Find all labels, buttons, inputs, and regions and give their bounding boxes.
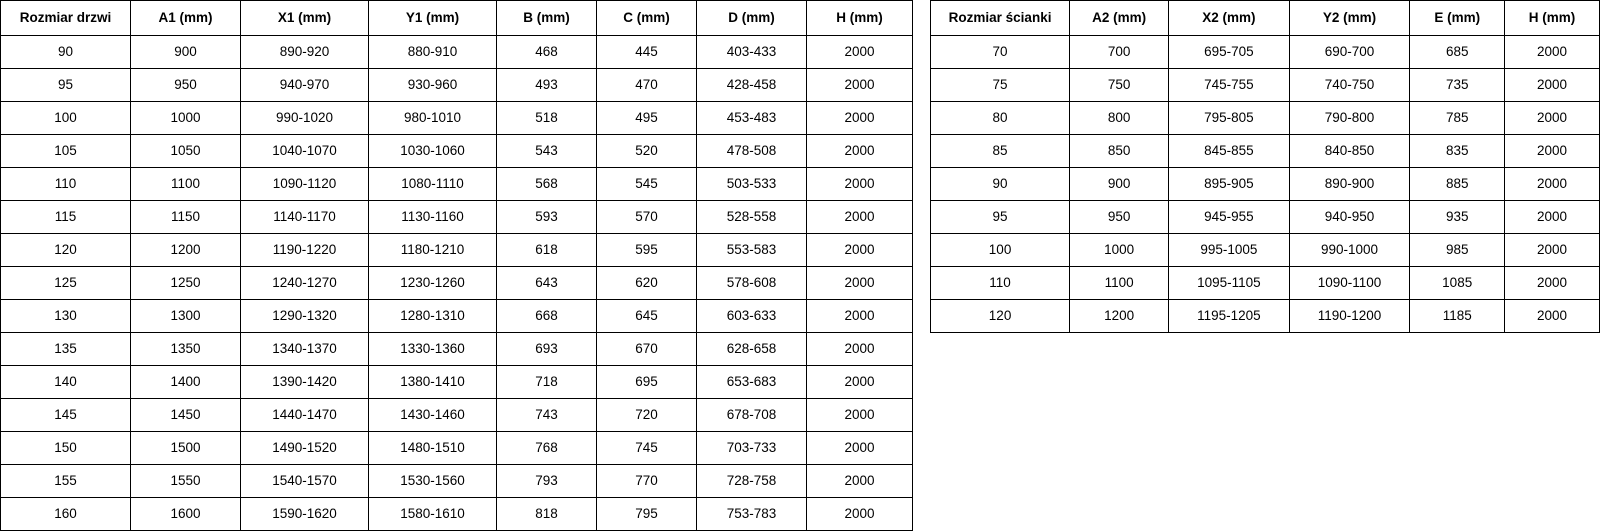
cell: 1480-1510 — [369, 432, 497, 465]
cell: 668 — [497, 300, 597, 333]
cell: 1590-1620 — [241, 498, 369, 531]
cell: 1440-1470 — [241, 399, 369, 432]
table-row — [1, 267, 913, 300]
column-header-x2: X2 (mm) — [1169, 1, 1290, 36]
cell: 115 — [1, 201, 131, 234]
cell: 568 — [497, 168, 597, 201]
table-header-row — [1, 1, 913, 36]
cell: 468 — [497, 36, 597, 69]
cell: 95 — [1, 69, 131, 102]
cell: 100 — [1, 102, 131, 135]
cell: 700 — [1070, 36, 1169, 69]
cell: 845-855 — [1169, 135, 1290, 168]
table-row — [931, 300, 1600, 333]
cell: 2000 — [807, 498, 913, 531]
column-header-a1: A1 (mm) — [131, 1, 241, 36]
cell: 1380-1410 — [369, 366, 497, 399]
table-row — [931, 267, 1600, 300]
walls-table-header — [931, 1, 1600, 36]
cell: 895-905 — [1169, 168, 1290, 201]
cell: 735 — [1410, 69, 1505, 102]
cell: 1330-1360 — [369, 333, 497, 366]
cell: 1250 — [131, 267, 241, 300]
cell: 818 — [497, 498, 597, 531]
cell: 105 — [1, 135, 131, 168]
cell: 850 — [1070, 135, 1169, 168]
cell: 643 — [497, 267, 597, 300]
cell: 1200 — [131, 234, 241, 267]
cell: 950 — [131, 69, 241, 102]
table-row — [1, 300, 913, 333]
cell: 840-850 — [1289, 135, 1410, 168]
cell: 745 — [597, 432, 697, 465]
cell: 2000 — [1505, 102, 1600, 135]
table-row — [931, 168, 1600, 201]
cell: 1090-1100 — [1289, 267, 1410, 300]
table-row — [1, 465, 913, 498]
cell: 795 — [597, 498, 697, 531]
cell: 790-800 — [1289, 102, 1410, 135]
cell: 150 — [1, 432, 131, 465]
cell: 110 — [1, 168, 131, 201]
column-header-a2: A2 (mm) — [1070, 1, 1169, 36]
cell: 620 — [597, 267, 697, 300]
cell: 693 — [497, 333, 597, 366]
cell: 728-758 — [697, 465, 807, 498]
table-row — [1, 69, 913, 102]
cell: 1195-1205 — [1169, 300, 1290, 333]
cell: 518 — [497, 102, 597, 135]
cell: 1190-1220 — [241, 234, 369, 267]
cell: 2000 — [807, 234, 913, 267]
table-row — [1, 135, 913, 168]
cell: 795-805 — [1169, 102, 1290, 135]
table-row — [1, 234, 913, 267]
cell: 1095-1105 — [1169, 267, 1290, 300]
cell: 2000 — [807, 201, 913, 234]
table-row — [931, 69, 1600, 102]
table-row — [1, 102, 913, 135]
cell: 745-755 — [1169, 69, 1290, 102]
cell: 1500 — [131, 432, 241, 465]
cell: 653-683 — [697, 366, 807, 399]
cell: 155 — [1, 465, 131, 498]
table-row — [1, 36, 913, 69]
walls-table-body — [931, 36, 1600, 333]
cell: 100 — [931, 234, 1070, 267]
cell: 628-658 — [697, 333, 807, 366]
cell: 703-733 — [697, 432, 807, 465]
cell: 880-910 — [369, 36, 497, 69]
column-header-x1: X1 (mm) — [241, 1, 369, 36]
walls-dimensions-table — [930, 0, 1600, 333]
cell: 1350 — [131, 333, 241, 366]
cell: 85 — [931, 135, 1070, 168]
cell: 753-783 — [697, 498, 807, 531]
cell: 743 — [497, 399, 597, 432]
cell: 2000 — [807, 432, 913, 465]
cell: 570 — [597, 201, 697, 234]
cell: 595 — [597, 234, 697, 267]
cell: 495 — [597, 102, 697, 135]
cell: 2000 — [807, 102, 913, 135]
cell: 950 — [1070, 201, 1169, 234]
cell: 2000 — [807, 333, 913, 366]
cell: 603-633 — [697, 300, 807, 333]
cell: 1290-1320 — [241, 300, 369, 333]
cell: 2000 — [807, 366, 913, 399]
cell: 835 — [1410, 135, 1505, 168]
table-row — [1, 333, 913, 366]
cell: 545 — [597, 168, 697, 201]
column-header-c: C (mm) — [597, 1, 697, 36]
cell: 2000 — [807, 36, 913, 69]
doors-table-header — [1, 1, 913, 36]
cell: 2000 — [807, 168, 913, 201]
table-row — [1, 498, 913, 531]
table-row — [1, 366, 913, 399]
table-row — [1, 201, 913, 234]
cell: 1140-1170 — [241, 201, 369, 234]
cell: 1050 — [131, 135, 241, 168]
cell: 1100 — [131, 168, 241, 201]
cell: 1190-1200 — [1289, 300, 1410, 333]
cell: 2000 — [807, 300, 913, 333]
cell: 720 — [597, 399, 697, 432]
cell: 945-955 — [1169, 201, 1290, 234]
column-header-b: B (mm) — [497, 1, 597, 36]
column-header-rozmiar-scianki: Rozmiar ścianki — [931, 1, 1070, 36]
cell: 900 — [1070, 168, 1169, 201]
cell: 2000 — [807, 399, 913, 432]
doors-table-body — [1, 36, 913, 531]
cell: 1280-1310 — [369, 300, 497, 333]
table-row — [931, 234, 1600, 267]
cell: 1180-1210 — [369, 234, 497, 267]
table-row — [1, 168, 913, 201]
cell: 1390-1420 — [241, 366, 369, 399]
cell: 578-608 — [697, 267, 807, 300]
cell: 800 — [1070, 102, 1169, 135]
cell: 1600 — [131, 498, 241, 531]
cell: 670 — [597, 333, 697, 366]
cell: 528-558 — [697, 201, 807, 234]
cell: 445 — [597, 36, 697, 69]
cell: 768 — [497, 432, 597, 465]
cell: 90 — [931, 168, 1070, 201]
walls-dimensions-table-container — [930, 0, 1600, 333]
table-row — [931, 102, 1600, 135]
cell: 403-433 — [697, 36, 807, 69]
cell: 1580-1610 — [369, 498, 497, 531]
cell: 750 — [1070, 69, 1169, 102]
cell: 2000 — [1505, 168, 1600, 201]
cell: 593 — [497, 201, 597, 234]
cell: 2000 — [807, 465, 913, 498]
cell: 1340-1370 — [241, 333, 369, 366]
cell: 75 — [931, 69, 1070, 102]
cell: 1090-1120 — [241, 168, 369, 201]
cell: 990-1020 — [241, 102, 369, 135]
cell: 1100 — [1070, 267, 1169, 300]
cell: 2000 — [1505, 135, 1600, 168]
table-row — [931, 135, 1600, 168]
cell: 645 — [597, 300, 697, 333]
cell: 2000 — [1505, 300, 1600, 333]
cell: 95 — [931, 201, 1070, 234]
cell: 1490-1520 — [241, 432, 369, 465]
cell: 160 — [1, 498, 131, 531]
cell: 140 — [1, 366, 131, 399]
cell: 1150 — [131, 201, 241, 234]
table-row — [931, 201, 1600, 234]
cell: 1430-1460 — [369, 399, 497, 432]
cell: 618 — [497, 234, 597, 267]
cell: 125 — [1, 267, 131, 300]
cell: 690-700 — [1289, 36, 1410, 69]
cell: 2000 — [1505, 267, 1600, 300]
cell: 120 — [931, 300, 1070, 333]
cell: 985 — [1410, 234, 1505, 267]
column-header-y1: Y1 (mm) — [369, 1, 497, 36]
cell: 470 — [597, 69, 697, 102]
cell: 1085 — [1410, 267, 1505, 300]
cell: 2000 — [1505, 36, 1600, 69]
cell: 1400 — [131, 366, 241, 399]
cell: 890-900 — [1289, 168, 1410, 201]
cell: 130 — [1, 300, 131, 333]
column-header-y2: Y2 (mm) — [1289, 1, 1410, 36]
cell: 2000 — [807, 135, 913, 168]
cell: 520 — [597, 135, 697, 168]
cell: 995-1005 — [1169, 234, 1290, 267]
cell: 120 — [1, 234, 131, 267]
cell: 90 — [1, 36, 131, 69]
cell: 493 — [497, 69, 597, 102]
cell: 2000 — [1505, 69, 1600, 102]
column-header-rozmiar-drzwi: Rozmiar drzwi — [1, 1, 131, 36]
cell: 1530-1560 — [369, 465, 497, 498]
cell: 785 — [1410, 102, 1505, 135]
cell: 1040-1070 — [241, 135, 369, 168]
cell: 990-1000 — [1289, 234, 1410, 267]
cell: 428-458 — [697, 69, 807, 102]
column-header-d: D (mm) — [697, 1, 807, 36]
cell: 770 — [597, 465, 697, 498]
cell: 1200 — [1070, 300, 1169, 333]
cell: 1000 — [131, 102, 241, 135]
column-header-h: H (mm) — [807, 1, 913, 36]
column-header-h: H (mm) — [1505, 1, 1600, 36]
cell: 935 — [1410, 201, 1505, 234]
cell: 685 — [1410, 36, 1505, 69]
cell: 145 — [1, 399, 131, 432]
cell: 940-950 — [1289, 201, 1410, 234]
cell: 543 — [497, 135, 597, 168]
cell: 1300 — [131, 300, 241, 333]
cell: 695 — [597, 366, 697, 399]
cell: 135 — [1, 333, 131, 366]
cell: 1080-1110 — [369, 168, 497, 201]
cell: 1450 — [131, 399, 241, 432]
table-row — [1, 432, 913, 465]
cell: 553-583 — [697, 234, 807, 267]
cell: 1230-1260 — [369, 267, 497, 300]
cell: 793 — [497, 465, 597, 498]
cell: 110 — [931, 267, 1070, 300]
cell: 678-708 — [697, 399, 807, 432]
cell: 1130-1160 — [369, 201, 497, 234]
cell: 478-508 — [697, 135, 807, 168]
cell: 70 — [931, 36, 1070, 69]
cell: 1540-1570 — [241, 465, 369, 498]
cell: 890-920 — [241, 36, 369, 69]
cell: 503-533 — [697, 168, 807, 201]
cell: 930-960 — [369, 69, 497, 102]
cell: 718 — [497, 366, 597, 399]
cell: 2000 — [807, 267, 913, 300]
cell: 740-750 — [1289, 69, 1410, 102]
cell: 885 — [1410, 168, 1505, 201]
cell: 2000 — [1505, 234, 1600, 267]
cell: 80 — [931, 102, 1070, 135]
table-row — [1, 399, 913, 432]
cell: 900 — [131, 36, 241, 69]
cell: 1000 — [1070, 234, 1169, 267]
cell: 2000 — [1505, 201, 1600, 234]
table-row — [931, 36, 1600, 69]
cell: 2000 — [807, 69, 913, 102]
table-header-row — [931, 1, 1600, 36]
cell: 980-1010 — [369, 102, 497, 135]
cell: 1030-1060 — [369, 135, 497, 168]
column-header-e: E (mm) — [1410, 1, 1505, 36]
cell: 1240-1270 — [241, 267, 369, 300]
cell: 1185 — [1410, 300, 1505, 333]
cell: 940-970 — [241, 69, 369, 102]
cell: 695-705 — [1169, 36, 1290, 69]
cell: 1550 — [131, 465, 241, 498]
cell: 453-483 — [697, 102, 807, 135]
